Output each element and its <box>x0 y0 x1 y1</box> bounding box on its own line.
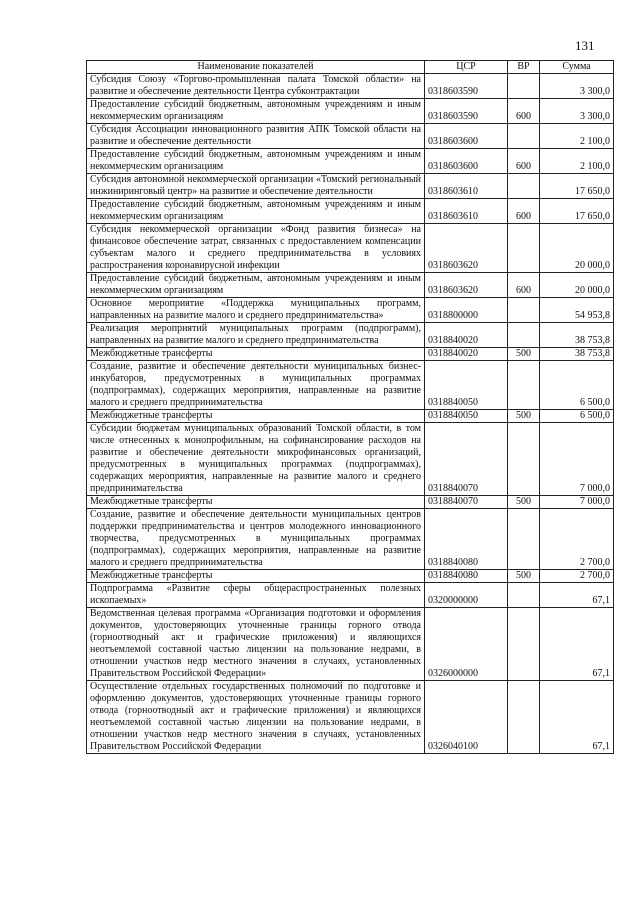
budget-table <box>86 60 614 754</box>
row-csr: 0318840070 <box>425 423 508 496</box>
row-csr: 0318603590 <box>425 99 508 124</box>
row-vr <box>508 74 540 99</box>
row-vr: 600 <box>508 99 540 124</box>
row-vr <box>508 681 540 754</box>
header-vr: ВР <box>508 61 540 74</box>
row-vr: 600 <box>508 199 540 224</box>
table-row <box>87 74 614 99</box>
row-csr: 0318840020 <box>425 348 508 361</box>
row-vr <box>508 608 540 681</box>
row-vr: 600 <box>508 149 540 174</box>
row-csr: 0318603620 <box>425 224 508 273</box>
table-row <box>87 199 614 224</box>
row-name: Межбюджетные трансферты <box>87 570 425 583</box>
row-name: Субсидия Ассоциации инновационного развития АПК Томской области на развитие и обеспечение деятельности <box>87 124 425 149</box>
row-csr: 0320000000 <box>425 583 508 608</box>
row-vr <box>508 124 540 149</box>
row-name: Субсидия некоммерческой организации «Фонд развития бизнеса» на финансовое обеспечение затрат, связанных с предоставлением компенсации субъектам малого и среднего предпринимательства в условиях распространения коронавирусной инфекции <box>87 224 425 273</box>
row-csr: 0318603620 <box>425 273 508 298</box>
row-sum: 38 753,8 <box>540 348 614 361</box>
row-csr: 0318603610 <box>425 174 508 199</box>
row-vr <box>508 323 540 348</box>
row-name: Создание, развитие и обеспечение деятельности муниципальных центров поддержки предпринимательства и центров молодежного инновационного творчества, предусмотренных в муниципальных программах (подпрограммах), содержащих мероприятия, направленные на развитие малого и среднего предпринимательства <box>87 509 425 570</box>
row-sum: 20 000,0 <box>540 273 614 298</box>
row-sum: 7 000,0 <box>540 423 614 496</box>
table-row <box>87 496 614 509</box>
row-name: Межбюджетные трансферты <box>87 410 425 423</box>
table-row <box>87 583 614 608</box>
row-sum: 3 300,0 <box>540 74 614 99</box>
row-name: Основное мероприятие «Поддержка муниципальных программ, направленных на развитие малого и среднего предпринимательства» <box>87 298 425 323</box>
table-row <box>87 608 614 681</box>
row-vr <box>508 509 540 570</box>
row-vr: 500 <box>508 496 540 509</box>
row-sum: 54 953,8 <box>540 298 614 323</box>
table-row <box>87 298 614 323</box>
row-name: Реализация мероприятий муниципальных программ (подпрограмм), направленных на развитие малого и среднего предпринимательства <box>87 323 425 348</box>
row-csr: 0318840020 <box>425 323 508 348</box>
row-csr: 0318603600 <box>425 124 508 149</box>
row-sum: 67,1 <box>540 583 614 608</box>
row-csr: 0318840050 <box>425 361 508 410</box>
row-name: Подпрограмма «Развитие сферы общераспространенных полезных ископаемых» <box>87 583 425 608</box>
row-name: Субсидии бюджетам муниципальных образований Томской области, в том числе отнесенных к монопрофильным, на софинансирование расходов на развитие и обеспечение деятельности микрофинансовых организаций, предусмотренных в муниципальных программах (подпрограммах), содержащих мероприятия, направленные на развитие малого и среднего предпринимательства <box>87 423 425 496</box>
row-vr <box>508 361 540 410</box>
row-name: Предоставление субсидий бюджетным, автономным учреждениям и иным некоммерческим организациям <box>87 99 425 124</box>
header-sum: Сумма <box>540 61 614 74</box>
table-header-row <box>87 61 614 74</box>
table-row <box>87 423 614 496</box>
row-name: Межбюджетные трансферты <box>87 348 425 361</box>
row-csr: 0318603590 <box>425 74 508 99</box>
table-row <box>87 323 614 348</box>
row-sum: 67,1 <box>540 681 614 754</box>
row-csr: 0318840070 <box>425 496 508 509</box>
row-name: Ведомственная целевая программа «Организация подготовки и оформления документов, удостоверяющих уточненные границы горного отвода (горноотводный акт и графические приложения) и являющихся неотъемлемой составной частью лицензии на пользование недрами, в отношении участков недр местного значения в случаях, установленных Правительством Российской Федерации» <box>87 608 425 681</box>
row-csr: 0318840080 <box>425 570 508 583</box>
row-sum: 2 700,0 <box>540 570 614 583</box>
row-sum: 20 000,0 <box>540 224 614 273</box>
table-row <box>87 224 614 273</box>
row-sum: 2 100,0 <box>540 149 614 174</box>
row-vr <box>508 298 540 323</box>
row-sum: 6 500,0 <box>540 410 614 423</box>
table-row <box>87 681 614 754</box>
row-csr: 0326000000 <box>425 608 508 681</box>
row-vr: 600 <box>508 273 540 298</box>
table-row <box>87 570 614 583</box>
row-vr <box>508 174 540 199</box>
row-name: Субсидия Союзу «Торгово-промышленная палата Томской области» на развитие и обеспечение деятельности Центра субконтрактации <box>87 74 425 99</box>
table-row <box>87 348 614 361</box>
row-sum: 2 100,0 <box>540 124 614 149</box>
row-vr <box>508 423 540 496</box>
row-vr: 500 <box>508 570 540 583</box>
row-sum: 67,1 <box>540 608 614 681</box>
row-name: Предоставление субсидий бюджетным, автономным учреждениям и иным некоммерческим организациям <box>87 149 425 174</box>
row-sum: 2 700,0 <box>540 509 614 570</box>
row-vr: 500 <box>508 348 540 361</box>
row-name: Создание, развитие и обеспечение деятельности муниципальных бизнес-инкубаторов, предусмотренных в муниципальных программах (подпрограммах), содержащих мероприятия, направленные на развитие малого и среднего предпринимательства <box>87 361 425 410</box>
table-row <box>87 99 614 124</box>
table-row <box>87 361 614 410</box>
row-sum: 17 650,0 <box>540 199 614 224</box>
row-name: Осуществление отдельных государственных полномочий по подготовке и оформлению документов, удостоверяющих уточненные границы горного отвода (горноотводный акт и графические приложения) и являющихся неотъемлемой составной частью лицензии на пользование недрами, в отношении участков недр местного значения в случаях, установленных Правительством Российской Федерации <box>87 681 425 754</box>
header-name: Наименование показателей <box>87 61 425 74</box>
row-csr: 0318800000 <box>425 298 508 323</box>
row-csr: 0318840080 <box>425 509 508 570</box>
row-name: Предоставление субсидий бюджетным, автономным учреждениям и иным некоммерческим организациям <box>87 199 425 224</box>
row-name: Предоставление субсидий бюджетным, автономным учреждениям и иным некоммерческим организациям <box>87 273 425 298</box>
row-sum: 7 000,0 <box>540 496 614 509</box>
row-csr: 0318840050 <box>425 410 508 423</box>
row-csr: 0318603610 <box>425 199 508 224</box>
table-row <box>87 509 614 570</box>
header-csr: ЦСР <box>425 61 508 74</box>
row-name: Субсидия автономной некоммерческой организации «Томский региональный инжиниринговый центр» на развитие и обеспечение деятельности <box>87 174 425 199</box>
table-row <box>87 149 614 174</box>
row-vr <box>508 224 540 273</box>
row-vr: 500 <box>508 410 540 423</box>
row-sum: 6 500,0 <box>540 361 614 410</box>
row-sum: 17 650,0 <box>540 174 614 199</box>
row-name: Межбюджетные трансферты <box>87 496 425 509</box>
row-vr <box>508 583 540 608</box>
table-row <box>87 174 614 199</box>
table-row <box>87 124 614 149</box>
page-number: 131 <box>575 38 595 53</box>
row-sum: 38 753,8 <box>540 323 614 348</box>
row-csr: 0318603600 <box>425 149 508 174</box>
table-row <box>87 410 614 423</box>
row-csr: 0326040100 <box>425 681 508 754</box>
table-row <box>87 273 614 298</box>
row-sum: 3 300,0 <box>540 99 614 124</box>
